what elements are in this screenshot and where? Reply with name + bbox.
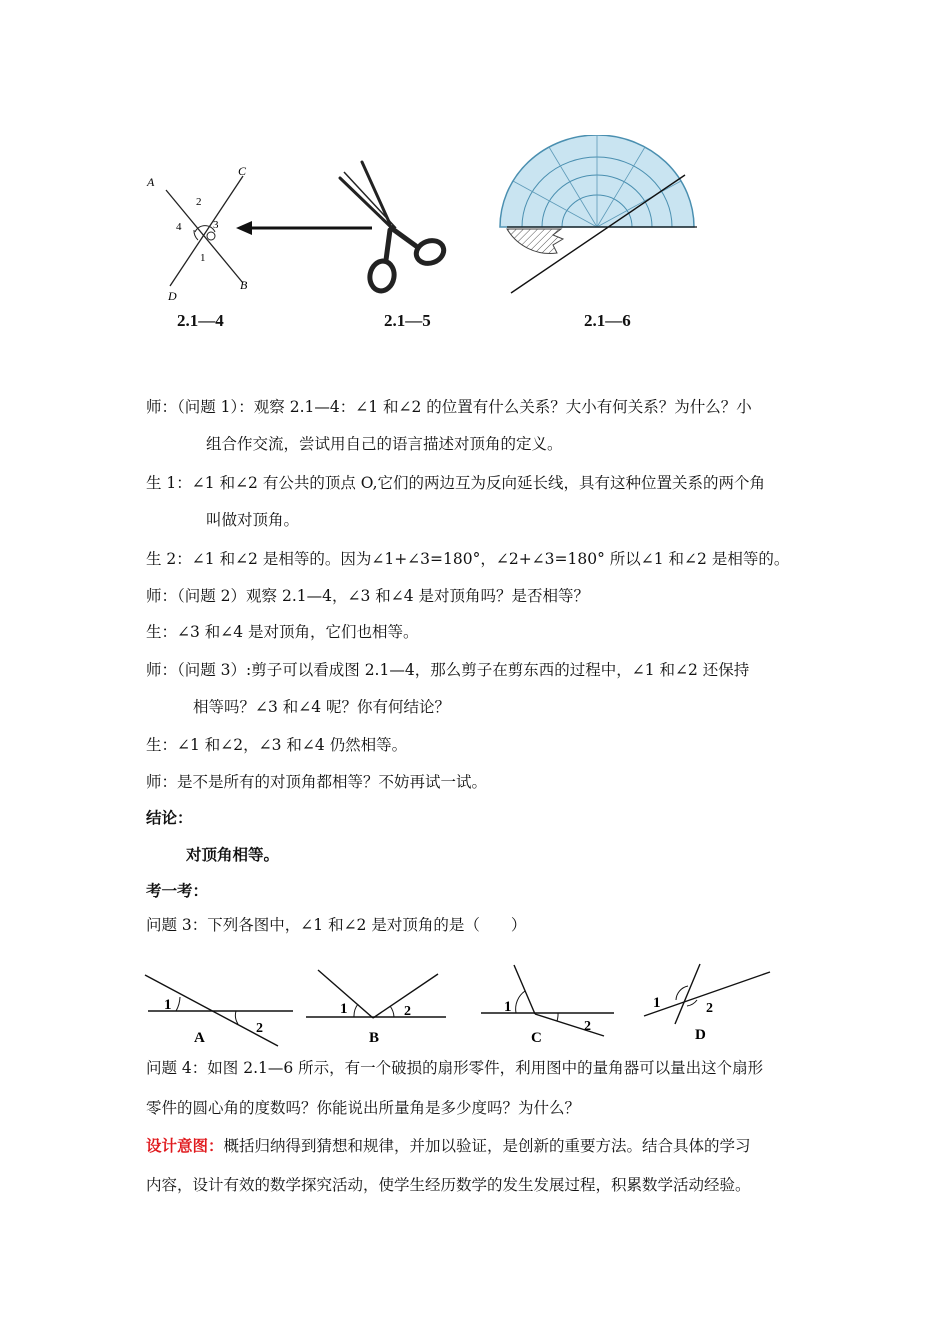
figure-2-1-5-scissors bbox=[334, 158, 460, 308]
option-c-letter: C bbox=[531, 1030, 542, 1046]
caption-2-1-4: 2.1—4 bbox=[177, 311, 224, 330]
option-a-angle-2: 2 bbox=[256, 1021, 263, 1036]
option-d-figure bbox=[644, 964, 770, 1043]
option-d-letter: D bbox=[695, 1027, 706, 1043]
design-intent-line1 bbox=[146, 1136, 751, 1156]
quiz-question-4a: 问题 4：如图 2.1—6 所示，有一个破损的扇形零件，利用图中的量角器可以量出这个扇形 bbox=[146, 1059, 764, 1077]
label-C: C bbox=[238, 164, 247, 178]
design-intent-text1: 概括归纳得到猜想和规律，并加以验证，是创新的重要方法。结合具体的学习 bbox=[223, 1137, 751, 1155]
paragraph-p1a: 师：（问题 1）：观察 2.1—4：∠1 和∠2 的位置有什么关系？大小有何关系？为什么？小 bbox=[146, 398, 752, 416]
label-4: 4 bbox=[176, 221, 182, 233]
option-d-angle-1: 1 bbox=[653, 995, 661, 1011]
paragraph-p2b: 叫做对顶角。 bbox=[206, 511, 300, 529]
label-A: A bbox=[147, 175, 155, 189]
label-B: B bbox=[240, 278, 248, 292]
label-D: D bbox=[168, 289, 177, 303]
option-c-figure bbox=[481, 965, 614, 1046]
paragraph-p7: 生：∠1 和∠2，∠3 和∠4 仍然相等。 bbox=[146, 736, 408, 754]
paragraph-p4: 师：（问题 2）观察 2.1—4，∠3 和∠4 是对顶角吗？是否相等？ bbox=[146, 587, 590, 605]
option-a-letter: A bbox=[194, 1030, 205, 1046]
figure-2-1-6-protractor bbox=[497, 135, 712, 300]
quiz-question-3: 问题 3：下列各图中，∠1 和∠2 是对顶角的是（ ） bbox=[146, 916, 527, 934]
caption-2-1-6: 2.1—6 bbox=[584, 311, 631, 330]
option-c-angle-1: 1 bbox=[504, 999, 512, 1015]
paragraph-p1b: 组合作交流，尝试用自己的语言描述对顶角的定义。 bbox=[206, 435, 563, 453]
label-1: 1 bbox=[200, 252, 206, 264]
paragraph-p5: 生：∠3 和∠4 是对顶角，它们也相等。 bbox=[146, 623, 419, 641]
design-intent-line2: 内容，设计有效的数学探究活动，使学生经历数学的发生发展过程，积累数学活动经验。 bbox=[146, 1176, 751, 1194]
paragraph-p3: 生 2：∠1 和∠2 是相等的。因为∠1+∠3=180°，∠2+∠3=180° 所以∠1 和∠2 是相等的。 bbox=[146, 550, 790, 568]
option-b-angle-2: 2 bbox=[404, 1004, 411, 1019]
design-intent-label: 设计意图： bbox=[146, 1136, 224, 1155]
option-a-figure bbox=[145, 975, 293, 1046]
caption-2-1-5: 2.1—5 bbox=[384, 311, 431, 330]
conclusion-text: 对顶角相等。 bbox=[186, 845, 280, 864]
quiz-question-4b: 零件的圆心角的度数吗？你能说出所量角是多少度吗？为什么？ bbox=[146, 1099, 581, 1117]
paragraph-p8: 师：是不是所有的对顶角都相等？不妨再试一试。 bbox=[146, 773, 488, 791]
paragraph-p6a: 师：（问题 3）:剪子可以看成图 2.1—4，那么剪子在剪东西的过程中，∠1 和∠2 还保持 bbox=[146, 661, 750, 679]
label-3: 3 bbox=[213, 219, 219, 231]
label-2: 2 bbox=[196, 196, 202, 208]
paragraph-p2a: 生 1：∠1 和∠2 有公共的顶点 O,它们的两边互为反向延长线，具有这种位置关系的两个角 bbox=[146, 474, 765, 492]
paragraph-p6b: 相等吗？∠3 和∠4 呢？你有何结论？ bbox=[193, 698, 451, 716]
quiz-heading: 考一考： bbox=[146, 881, 209, 900]
option-c-angle-2: 2 bbox=[584, 1019, 591, 1034]
option-b-angle-1: 1 bbox=[340, 1001, 348, 1017]
option-figures bbox=[140, 960, 780, 1050]
option-a-angle-1: 1 bbox=[164, 997, 172, 1013]
conclusion-heading: 结论： bbox=[146, 808, 193, 827]
option-d-angle-2: 2 bbox=[706, 1001, 713, 1016]
option-b-letter: B bbox=[369, 1030, 380, 1046]
option-b-figure bbox=[306, 970, 446, 1046]
